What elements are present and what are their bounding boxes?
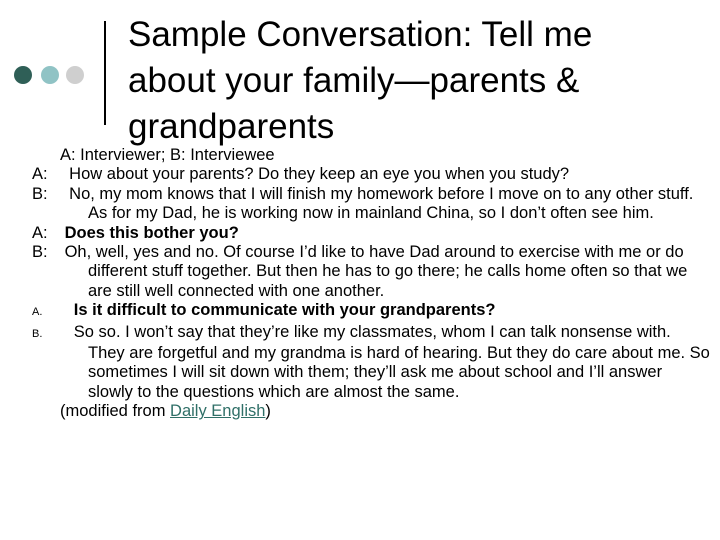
title-line-1: Sample Conversation: Tell me	[128, 15, 593, 54]
conversation-body	[32, 146, 710, 422]
dialogue-line: B: Oh, well, yes and no. Of course I’d like to have Dad around to exercise with me or do different stuff together. But then he has to go there; he calls home often so that we are still well connected with one another.	[32, 243, 688, 300]
dialogue-line: A: How about your parents? Do they keep an eye you when you study?	[32, 165, 570, 184]
dialogue-text: Oh, well, yes and no. Of course I’d like to have Dad around to exercise with me or do different stuff together. But then he has to go there; he calls home often so that we are still well connected with one another.	[64, 243, 688, 300]
dialogue-line: A: Does this bother you?	[32, 223, 239, 242]
dialogue-line: B: No, my mom knows that I will finish my homework before I move on to any other stuff. As for my Dad, he is working now in mainland China, so I don’t often see him.	[32, 184, 694, 223]
dialogue-text: So so. I won’t say that they’re like my classmates, whom I can talk nonsense with. They are forgetful and my grandma is hard of hearing. But they do care about me. So sometimes I will sit down with them; they’ll ask me about school and I’ll answer slowly to the questions which are almost the same.	[73, 322, 710, 401]
bullet-dot-dark	[14, 66, 32, 84]
intro-line: A: Interviewer; B: Interviewee	[60, 146, 275, 164]
dialogue-text: No, my mom knows that I will finish my homework before I move on to any other stuff. As for my Dad, he is working now in mainland China, so I don’t often see him.	[69, 184, 694, 223]
bullet-dot-teal	[41, 66, 59, 84]
dialogue-text: Is it difficult to communicate with your grandparents?	[73, 301, 496, 320]
dialogue-line: B. So so. I won’t say that they’re like my classmates, whom I can talk nonsense with. They are forgetful and my grandma is hard of hearing. But they do care about me. So sometimes I will sit down with them; they’ll ask me about school and I’ll answer slowly to the questions which are almost the same.	[32, 322, 710, 401]
dialogue-text: How about your parents? Do they keep an eye you when you study?	[69, 165, 570, 184]
source-prefix: (modified from	[60, 402, 171, 421]
source-link[interactable]: Daily English	[170, 402, 266, 421]
title-divider	[104, 21, 106, 125]
dialogue-text: Does this bother you?	[64, 223, 239, 242]
slide-title	[128, 12, 713, 150]
source-suffix: )	[265, 402, 271, 421]
title-line-2: about your family—parents &	[128, 61, 580, 100]
title-line-3: grandparents	[128, 107, 335, 146]
source-note	[60, 402, 710, 421]
dialogue-line: A. Is it difficult to communicate with your grandparents?	[32, 301, 496, 320]
bullet-dots	[14, 66, 94, 84]
bullet-dot-gray	[66, 66, 84, 84]
